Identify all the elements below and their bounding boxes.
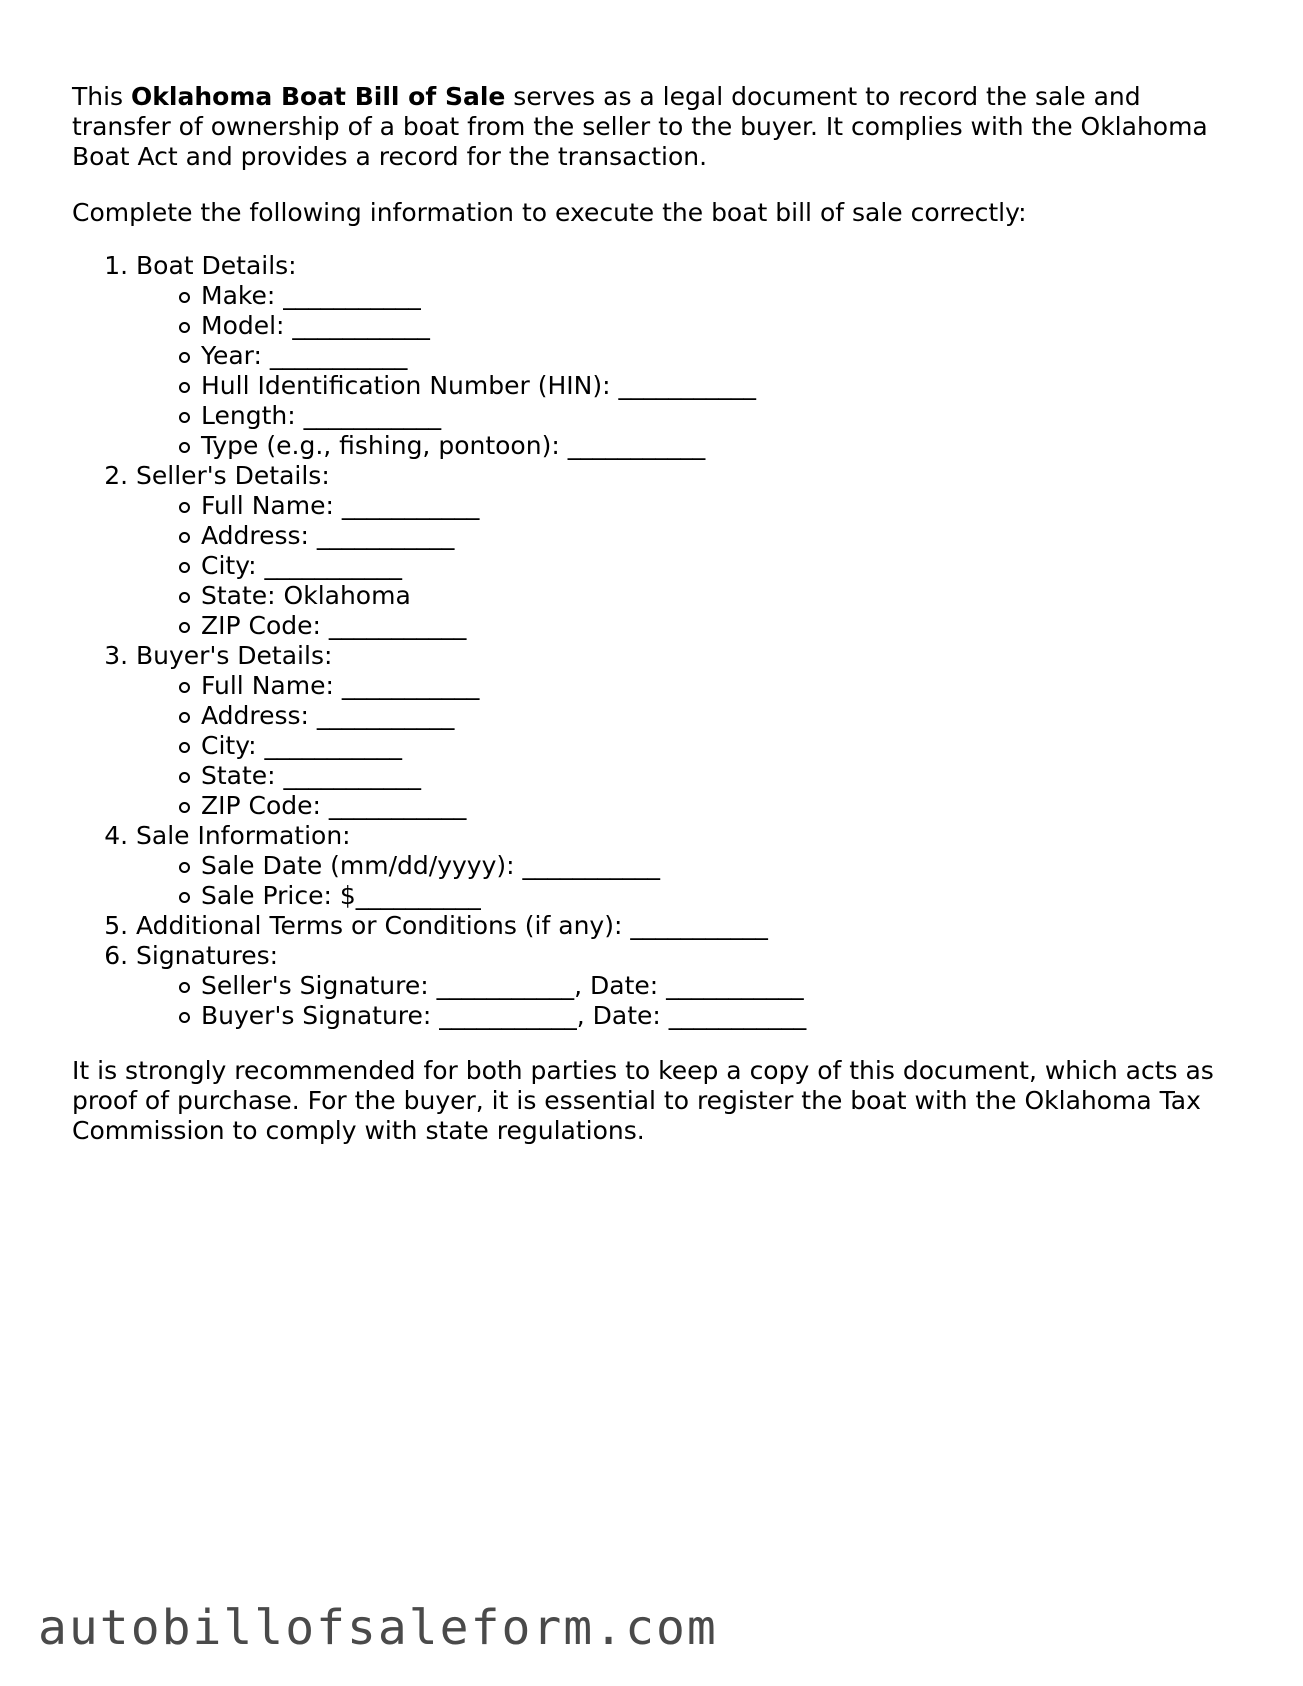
section-label: Signatures: [136,941,279,970]
intro-prefix: This [72,82,132,111]
field-year[interactable]: Year: ___________ [179,341,1242,371]
field-type[interactable]: Type (e.g., fishing, pontoon): ___________ [179,431,1242,461]
field-seller-address[interactable]: Address: ___________ [179,521,1242,551]
section-additional-terms [136,911,1242,941]
field-list [136,971,1242,1031]
section-seller-details [136,461,1242,641]
section-label: Sale Information: [136,821,351,850]
field-seller-full-name[interactable]: Full Name: ___________ [179,491,1242,521]
field-seller-state: State: Oklahoma [179,581,1242,611]
section-label: Boat Details: [136,251,297,280]
field-list [136,281,1242,461]
field-list [136,491,1242,641]
field-seller-signature[interactable]: Seller's Signature: ___________, Date: ___________ [179,971,1242,1001]
field-seller-zip[interactable]: ZIP Code: ___________ [179,611,1242,641]
field-list [136,851,1242,911]
field-buyer-signature[interactable]: Buyer's Signature: ___________, Date: ___________ [179,1001,1242,1031]
field-buyer-state[interactable]: State: ___________ [179,761,1242,791]
section-sale-information [136,821,1242,911]
document-body [72,82,1242,1146]
site-watermark: autobillofsaleform.com [38,1600,718,1656]
section-label: Buyer's Details: [136,641,333,670]
field-length[interactable]: Length: ___________ [179,401,1242,431]
section-signatures [136,941,1242,1031]
section-buyer-details [136,641,1242,821]
intro-suffix: serves as a legal document to record the sale and transfer of ownership of a boat from the seller to the buyer. It complies with the Oklahoma Boat Act and provides a record for the transaction. [72,82,1208,171]
field-buyer-address[interactable]: Address: ___________ [179,701,1242,731]
form-sections [72,251,1242,1031]
field-buyer-city[interactable]: City: ___________ [179,731,1242,761]
field-seller-city[interactable]: City: ___________ [179,551,1242,581]
field-make[interactable]: Make: ___________ [179,281,1242,311]
intro-paragraph [72,82,1242,172]
field-sale-date[interactable]: Sale Date (mm/dd/yyyy): ___________ [179,851,1242,881]
document-title: Oklahoma Boat Bill of Sale [131,82,506,111]
instructions-lead: Complete the following information to execute the boat bill of sale correctly: [72,198,1027,227]
field-additional-terms[interactable]: Additional Terms or Conditions (if any): ___________ [136,911,768,940]
field-sale-price[interactable]: Sale Price: $__________ [179,881,1242,911]
field-buyer-zip[interactable]: ZIP Code: ___________ [179,791,1242,821]
field-list [136,671,1242,821]
field-model[interactable]: Model: ___________ [179,311,1242,341]
field-hin[interactable]: Hull Identification Number (HIN): ___________ [179,371,1242,401]
closing-paragraph: It is strongly recommended for both parties to keep a copy of this document, which acts as proof of purchase. For the buyer, it is essential to register the boat with the Oklahoma Tax Commission to comply with state regulations. [72,1056,1214,1145]
field-buyer-full-name[interactable]: Full Name: ___________ [179,671,1242,701]
section-label: Seller's Details: [136,461,330,490]
section-boat-details [136,251,1242,461]
